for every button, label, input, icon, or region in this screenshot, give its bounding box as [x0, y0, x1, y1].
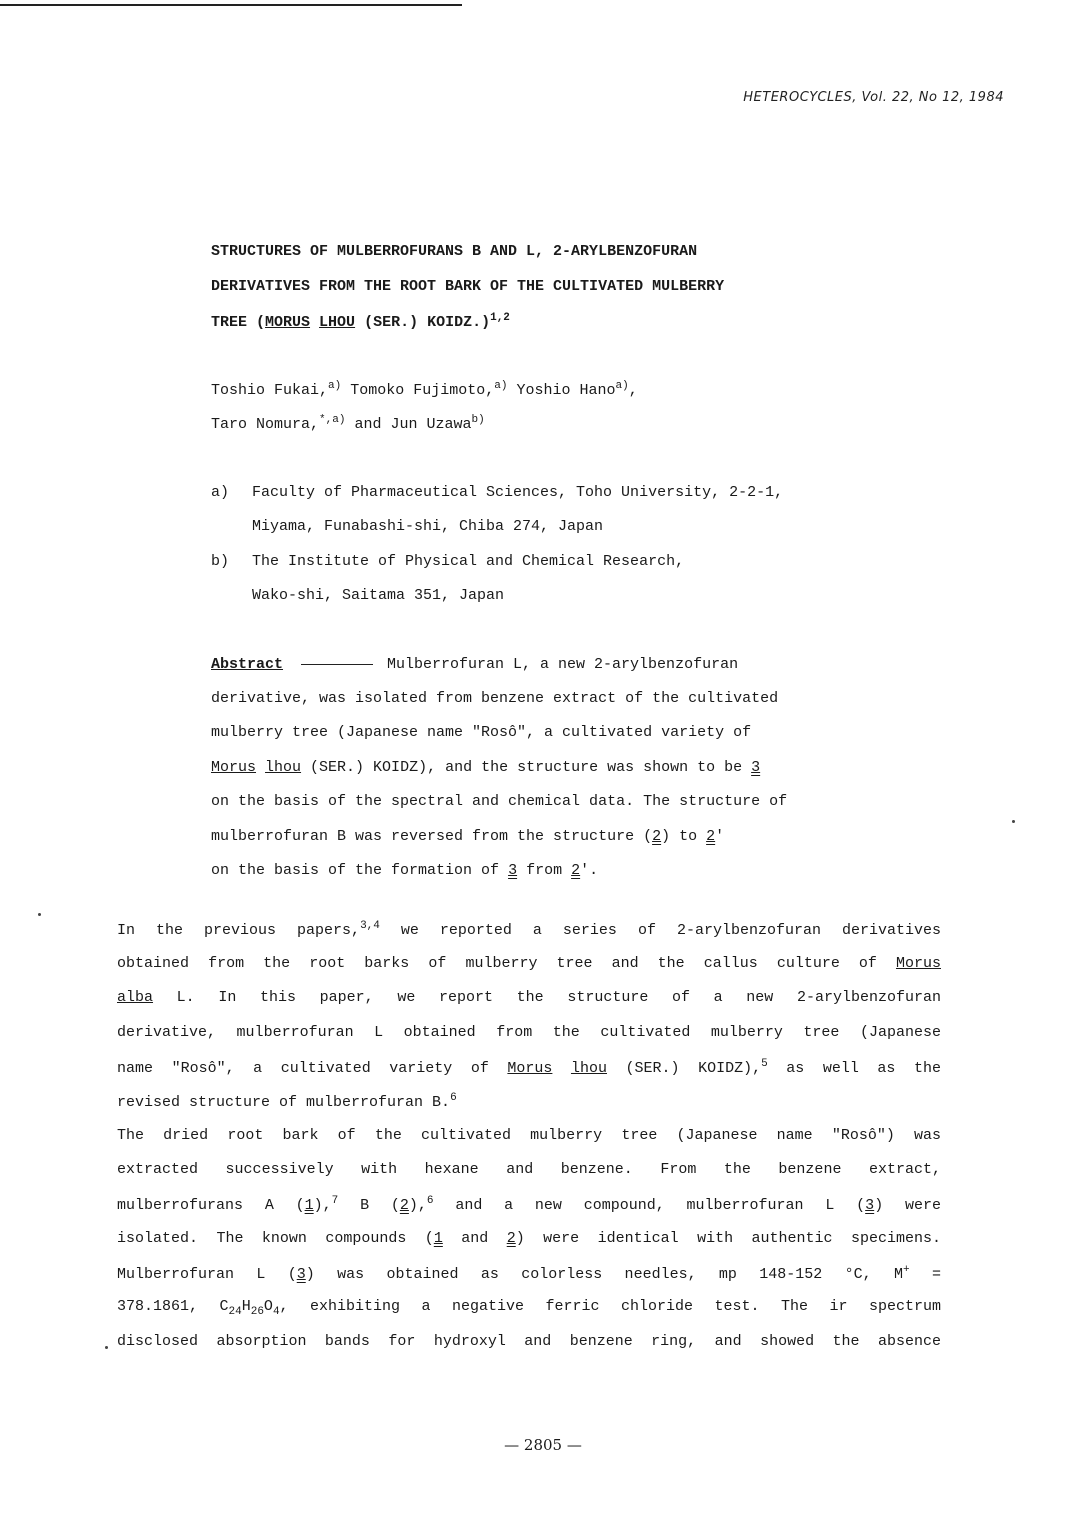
- affiliation-a-line-2: Miyama, Funabashi-shi, Chiba 274, Japan: [252, 518, 604, 535]
- affiliation-a-line-1: Faculty of Pharmaceutical Sciences, Toho University, 2-2-1,: [252, 484, 784, 501]
- title-line-2: DERIVATIVES FROM THE ROOT BARK OF THE CULTIVATED MULBERRY: [211, 278, 725, 295]
- body-line-1: In the previous papers,$^{3,4}$ we reported a series of 2-arylbenzofuran derivatives: [117, 920, 941, 939]
- body-line-9: mulberrofurans A (1),$^7$ B (2),$^6$ and a new compound, mulberrofuran L (3) were: [117, 1195, 941, 1214]
- body-line-3: alba L. In this paper, we report the structure of a new 2-arylbenzofuran: [117, 989, 941, 1006]
- abstract-line-1: Abstract Mulberrofuran L, a new 2-arylbenzofuran: [211, 656, 739, 673]
- scan-speck: [1012, 820, 1015, 823]
- body-line-12: 378.1861, $C_{24}H_{26}O_4$, exhibiting a negative ferric chloride test. The ir spectrum: [117, 1298, 941, 1318]
- body-line-4: derivative, mulberrofuran L obtained from the cultivated mulberry tree (Japanese: [117, 1024, 941, 1041]
- abstract-line-4: Morus lhou (SER.) KOIDZ), and the structure was shown to be 3: [211, 759, 761, 776]
- abstract-line-6: mulberrofuran B was reversed from the structure (2) to 2': [211, 828, 725, 845]
- body-line-13: disclosed absorption bands for hydroxyl and benzene ring, and showed the absence: [117, 1333, 941, 1350]
- scan-speck: [38, 913, 41, 916]
- title-line-3: TREE (MORUS LHOU (SER.) KOIDZ.)$^{1,2}$: [211, 312, 510, 331]
- abstract-line-3: mulberry tree (Japanese name "Rosô", a cultivated variety of: [211, 724, 752, 741]
- abstract-label: Abstract: [211, 656, 284, 673]
- abstract-line-2: derivative, was isolated from benzene extract of the cultivated: [211, 690, 779, 707]
- body-line-8: extracted successively with hexane and benzene. From the benzene extract,: [117, 1161, 941, 1178]
- body-line-11: Mulberrofuran L (3) was obtained as colorless needles, mp 148-152 °C, M+ =: [117, 1264, 941, 1283]
- top-rule: [0, 4, 462, 6]
- abstract-dash: [301, 664, 373, 665]
- body-line-6: revised structure of mulberrofuran B.$^6$: [117, 1092, 457, 1111]
- abstract-line-5: on the basis of the spectral and chemical data. The structure of: [211, 793, 788, 810]
- body-line-5: name "Rosô", a cultivated variety of Morus lhou (SER.) KOIDZ),$^5$ as well as the: [117, 1058, 941, 1077]
- body-line-2: obtained from the root barks of mulberry tree and the callus culture of Morus: [117, 955, 941, 972]
- affiliation-b-line-2: Wako-shi, Saitama 351, Japan: [252, 587, 505, 604]
- body-line-10: isolated. The known compounds (1 and 2) were identical with authentic specimens.: [117, 1230, 941, 1247]
- abstract-line-7: on the basis of the formation of 3 from 2'.: [211, 862, 599, 879]
- authors-line-1: Toshio Fukai,$^{a)}$ Tomoko Fujimoto,$^{a)}$ Yoshio Hano$^{a)}$,: [211, 380, 638, 399]
- authors-line-2: Taro Nomura,$^{*,a)}$ and Jun Uzawa$^{b)}$: [211, 414, 485, 433]
- affiliation-a-label: a): [211, 484, 230, 501]
- scan-speck: [105, 1346, 108, 1349]
- journal-header: HETEROCYCLES, Vol. 22, No 12, 1984: [743, 90, 1004, 105]
- page-number: — 2805 —: [504, 1436, 582, 1454]
- title-line-1: STRUCTURES OF MULBERROFURANS B AND L, 2-ARYLBENZOFURAN: [211, 243, 698, 260]
- affiliation-b-line-1: The Institute of Physical and Chemical Research,: [252, 553, 685, 570]
- affiliation-b-label: b): [211, 553, 230, 570]
- body-line-7: The dried root bark of the cultivated mulberry tree (Japanese name "Rosô") was: [117, 1127, 941, 1144]
